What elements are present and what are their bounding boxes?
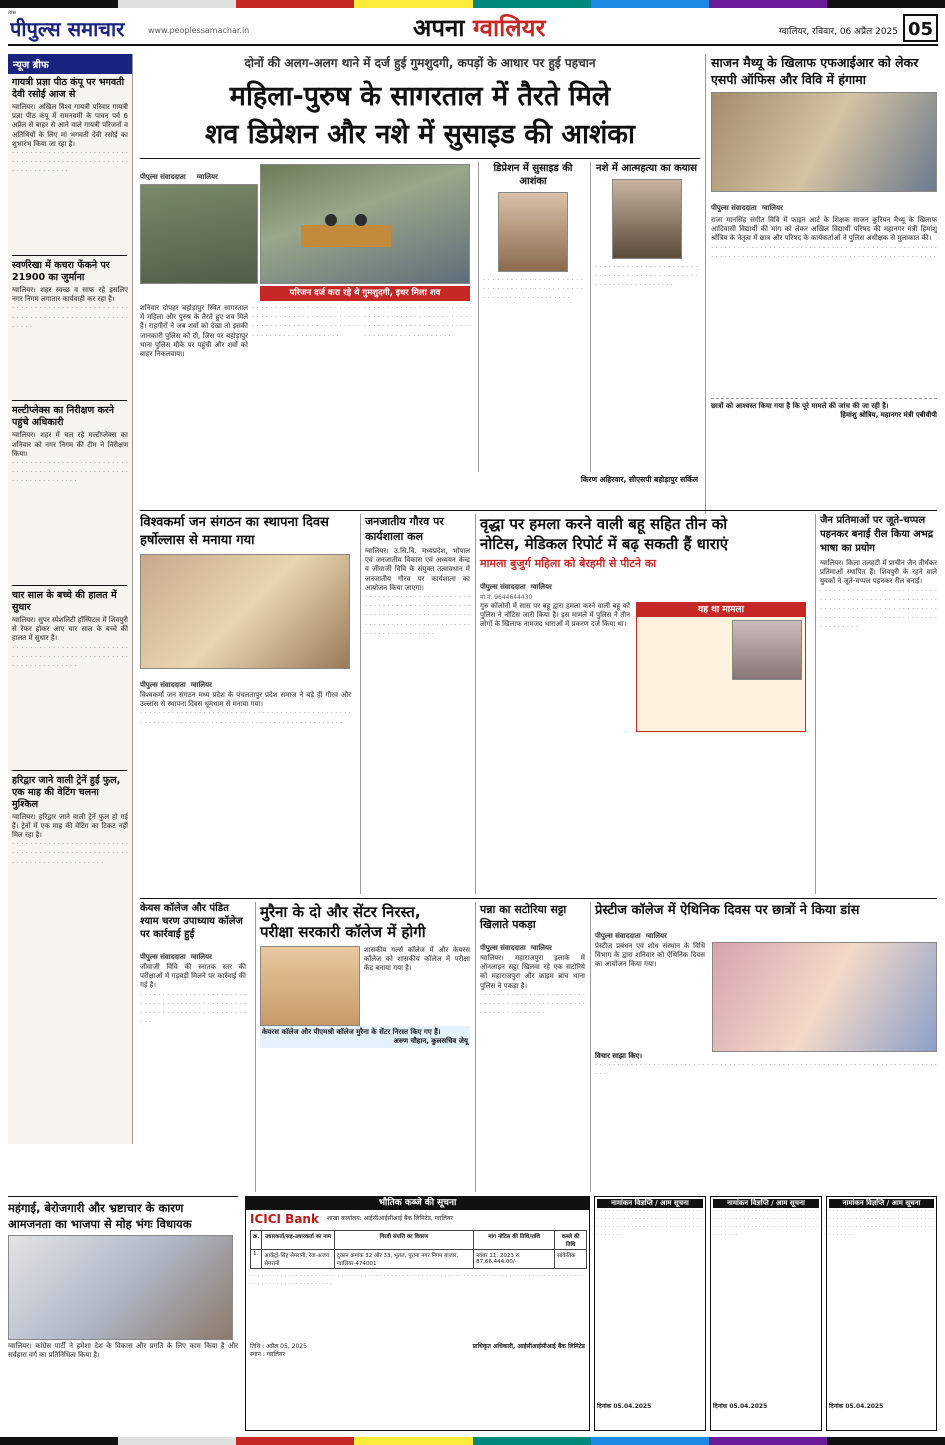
morena-story (255, 902, 470, 1192)
satta-story (475, 902, 585, 1192)
right-top-photo (711, 92, 937, 192)
masthead (8, 10, 938, 46)
assault-body: गुरु कॉलोनी में सास पर बहू द्वारा हमला करने वाली बहू को पुलिस ने नोटिस जारी किया है। इस मामले में पुलिस ने तीन लोगों के खिलाफ नामजद धाराओं में प्रकरण दर्ज किया था। (480, 602, 630, 629)
assault-subhead: मामला बुजुर्ग महिला को बेरहमी से पीटने का (480, 557, 657, 570)
vishwakarma-story (140, 514, 355, 894)
lead-headline-2: शव डिप्रेशन और नशे में सुसाइड की आशंका (204, 119, 636, 150)
paper-logo: पीपुल्स समाचार (10, 17, 125, 41)
brief-body: ग्वालियर। सुपर स्पेशलिटी हॉस्पिटल में शिवपुरी से रेफर होकर आए चार साल के बच्चे की हालत में सुधार है। (12, 616, 128, 643)
ad-td: नवंबर 11, 2023 रु. 87,66,444.00/- (474, 1250, 555, 1269)
icici-ad (245, 1196, 590, 1431)
news-brief-label: न्यूज ब्रीफ (8, 54, 132, 74)
satta-headline: पन्ना का सटोरिया सट्टा खिलाते पकड़ा (480, 903, 567, 931)
prestige-byline: पीपुल्स संवाददाता (595, 932, 641, 940)
website[interactable]: www.peoplessamachar.in (148, 26, 250, 35)
bank-logo: ICICI Bank (250, 1212, 319, 1226)
notice-date: दिनांक 05.04.2025 (829, 1403, 884, 1410)
ad-date: तिथि : अप्रैल 05, 2025 (250, 1343, 307, 1350)
brief-headline: मल्टीप्लेक्स का निरीक्षण करने पहुंचे अधिकारी (12, 405, 115, 429)
assault-headline-1: वृद्धा पर हमला करने वाली बहू सहित तीन को (480, 515, 728, 533)
ad-table (250, 1230, 587, 1269)
lead-photo-boat (260, 164, 470, 284)
prestige-photo (712, 942, 937, 1052)
vishwakarma-headline: विश्वकर्मा जन संगठन का स्थापना दिवस हर्षोल्लास से मनाया गया (140, 515, 329, 548)
assault-photo (732, 620, 802, 680)
right-top-byline: पीपुल्स संवाददाता (711, 204, 757, 212)
sidebar-title: डिप्रेशन में सुसाइड की आशंका (493, 163, 573, 187)
lead-sidebar-addiction (590, 162, 698, 472)
brief-filler: · · · · · · · · · · · · · · · · · · · · · · · · · · · · · · · · · · · · · · · · · · · · · · · · · · · · · · · · · · · · · · · · · (12, 149, 128, 176)
lead-story (140, 54, 700, 514)
lead-credit: किरण अहिरवार, सीएसपी बहोड़ापुर सर्किल (580, 475, 698, 484)
right-top-headline: साजन मैथ्यू के खिलाफ एफआईआर को लेकर एसपी ऑफिस और विवि में हंगामा (711, 55, 919, 87)
brief-filler: · · · · · · · · · · · · · · · · · · · · · · · · · · · · · · · · · · · · · · · · · · · · · · · · · · · · · · · · · · · · · · · · · · · (12, 459, 128, 486)
right-top-body: राजा मानसिंह संगीत विवि में फाइन आर्ट के शिक्षक साजन कुरियन मैथ्यू के खिलाफ आदिवासी विद्यार्थी की मांग को लेकर अखिल विद्यार्थी परिषद की महानगर मंत्री हिमांशु श्रोत्रिय के नेतृत्व में छात्र और परिषद के कार्यकर्ताओं ने पुलिस अधीक्षक से मुलाकात की। (711, 216, 937, 243)
ad-place: स्थान : ग्वालियर (250, 1351, 285, 1358)
ad-td: सांकेतिक (555, 1250, 587, 1269)
sidebar-body: · · · · · · · · · · · · · · · · · · · · · · · · · · · · · · · · · · · · · · · · · · · · · · · · · · · · · · · · · · · · · · · · (595, 263, 698, 290)
brief-headline: स्वर्णरेखा में कचरा फेंकने पर 21900 का जुर्माना (12, 260, 110, 284)
assault-city: ग्वालियर (530, 583, 552, 591)
brief-item (12, 77, 128, 249)
notice-title: नामांकन विज्ञप्ति / आम सूचना (713, 1199, 819, 1208)
news-brief-items (8, 74, 132, 983)
ad-sign: प्राधिकृत अधिकारी, आईसीआईसीआई बैंक लिमिटेड (472, 1343, 585, 1350)
brief-headline: हरिद्वार जाने वाली ट्रेनें हुईं फुल, एक माह की वेटिंग चलना मुश्किल (12, 774, 121, 810)
sidebar-title: नशे में आत्महत्या का कयास (596, 163, 697, 174)
ad-td: 1. (251, 1250, 262, 1269)
mahangai-story (8, 1196, 238, 1431)
brief-filler: · · · · · · · · · · · · · · · · · · · · · · · · · · · · · · · · · · · · · · · · · · · · · · · · · · · · · · · · · (12, 304, 128, 331)
morena-credit: अरुण चौहान, कुलसचिव जेयू (393, 1037, 468, 1046)
lead-headline-1: महिला-पुरुष के सागरताल में तैरते मिले (229, 81, 611, 112)
jain-story (815, 514, 937, 894)
mahangai-photo (8, 1235, 233, 1340)
portrait-man (612, 179, 682, 259)
jain-body: ग्वालियर। किला तलहटी में प्राचीन जैन तीर्थंकर प्रतिमाओं स्थापित हैं। शिवपुरी के रहने वाले युवकों ने जूते-चप्पल पहनकर रील बनाई। (820, 559, 937, 586)
portrait-woman (498, 192, 568, 272)
lead-photo-caption: परिजन दर्ज करा रहे थे गुमशुदगी, इधर मिला शव (260, 286, 470, 301)
morena-quote-box (260, 1026, 470, 1048)
prestige-headline: प्रेस्टीज कॉलेज में ऐथिनिक दिवस पर छात्रों ने किया डांस (595, 903, 860, 918)
morena-caption: केयरस कॉलेज और पीएमश्री कॉलेज मुरैना के सेंटर निरस्त किए गए हैं। (262, 1028, 441, 1036)
brief-filler: · · · · · · · · · · · · · · · · · · · · · · · · · · · · · · · · · · · · · · · · · · · · · · · · · · · · · · · · · · · · · · · · · · · · · · · · · (12, 840, 128, 867)
vishwakarma-body: विश्वकर्मा जन संगठन मध्य प्रदेश के पंचलतापुर प्रदेश समाज ने बड़े ही गौरव और उल्लास से स्थापना दिवस धूमधाम से मनाया गया। (140, 691, 351, 709)
brief-item (12, 405, 128, 579)
brief-item (12, 590, 128, 764)
janjatiya-filler: · · · · · · · · · · · · · · · · · · · · · · · · · · · · · · · · · · · · · · · · · · · · · · · · · · · · · · · · · · · · · · · · · · · · · · · · · · · · · · · · · · · · · · · · · · · · · · · · · · · · · · · · · · · · · · · · (365, 593, 470, 638)
ad-th: गिरवी संपत्ति का विवरण (334, 1231, 473, 1250)
vishwakarma-byline: पीपुल्स संवाददाता (140, 681, 186, 689)
notice-2 (710, 1196, 822, 1431)
prestige-filler: · · · · · · · · · · · · · · · · · · · · · · · · · · · · · · · · · · · · · · · · · · · · · · · · · · · · · · · · · · · · · · · · · · · · · · · · · · · · · · · · (595, 1061, 937, 1079)
page-number: 05 (903, 14, 938, 42)
case-filler: · · · · · · · · · · · · · · · · · · · · · · · · · · · · · · · · · · · · · · · · · · · · · · · · · · · · · · · · · · · · · · · · · · · · · · · · · · · (140, 990, 246, 1027)
notice-title: नामांकन विज्ञप्ति / आम सूचना (597, 1199, 703, 1208)
brief-body: ग्वालियर। शहर में चल रहे मल्टीप्लेक्स का शनिवार को नगर निगम की टीम ने निरीक्षण किया। (12, 431, 128, 458)
case-city: ग्वालियर (190, 953, 212, 961)
assault-box (636, 602, 806, 732)
prestige-body: प्रेस्टीज प्रबंधन एवं शोध संस्थान के विधि विभाग के द्वारा शनिवार को ऐथिनिक दिवस का आयोजन किया गया। (595, 942, 705, 969)
boat-shape (301, 225, 391, 247)
ad-th: मांग नोटिस की तिथि/राशि (474, 1231, 555, 1250)
ad-address: शाखा कार्यालय: आईसीआईसीआई बैंक लिमिटेड, ग्वालियर (326, 1215, 453, 1222)
brief-item (12, 775, 128, 981)
person-shape (325, 214, 337, 226)
satta-filler: · · · · · · · · · · · · · · · · · · · · · · · · · · · · · · · · · · · · · · · · · · · · · · · · · · · · · · · · · · · · · · · (480, 990, 585, 1018)
satta-body: ग्वालियर। महाराजपुरा इलाके में ऑनलाइन सट्टा खिलवा रहे एक सटोरिये को महाराजपुरा और क्राइम ब्रांच थाना पुलिस ने पकड़ा है। (480, 954, 585, 990)
section-title-prefix: अपना (413, 14, 465, 42)
vishwakarma-city: ग्वालियर (190, 681, 212, 689)
satta-byline: पीपुल्स संवाददाता (480, 944, 526, 952)
notice-title: नामांकन विज्ञप्ति / आम सूचना (829, 1199, 934, 1208)
brief-body: ग्वालियर। हरिद्वार जाने वाली ट्रेनें फुल हो गई हैं। ट्रेनों में एक माह की वेटिंग का टिकट नहीं मिल रहा है। (12, 812, 128, 840)
ad-fineprint: · · · · · · · · · · · · · · · · · · · · · · · · · · · · · · · · · · · · · · · · · · · · · · · · · · · · · · · · · · · · · · · · · · · · · · · · · · · · · · · · · · · · · · · · · · · · · · · · · · · · · · · · · · · · · · (250, 1273, 584, 1288)
vishwakarma-photo (140, 554, 350, 669)
bottom-color-bar (0, 1437, 945, 1445)
case-body: जीवाजी विवि की स्नातक स्तर की परीक्षाओं में गड़बड़ी मिलने पर कार्रवाई की गई है। (140, 963, 246, 990)
right-top-quote: छात्रों को आश्वस्त किया गया है कि पूरे मामले की जांच की जा रही है। (711, 401, 889, 410)
ad-th: कब्जे की तिथि (555, 1231, 587, 1250)
morena-photo (260, 946, 360, 1026)
jain-headline: जैन प्रतिमाओं पर जूते-चप्पल पहनकर बनाई रील किया अभद्र भाषा का प्रयोग (820, 515, 934, 554)
notice-date: दिनांक 05.04.2025 (713, 1403, 768, 1410)
lead-kicker: दोनों की अलग-अलग थाने में दर्ज हुई गुमशुदगी, कपड़ों के आधार पर हुई पहचान (244, 56, 596, 70)
lead-photo-crowd (140, 184, 258, 284)
top-color-bar (0, 0, 945, 8)
notice-filler: · · · · · · · · · · · · · · · · · · · · · · · · · · · · · · · · · · · · · · · · · · · · · · · · · · · · · · · · · · · · · · · · · · · · · · · · · · · · · · · · · · · · · · · · · · · (713, 1208, 818, 1239)
right-top-story (705, 54, 937, 514)
tagline: लेटेस्ट (8, 10, 16, 15)
janjatiya-headline: जनजातीय गौरव पर कार्यशाला कल (365, 515, 444, 543)
lead-city: ग्वालियर (196, 173, 218, 180)
right-top-city: ग्वालियर (761, 204, 783, 212)
ad-td: आर्कट्रो-सिंह सेमरानी, रेवा-अजय सेमरानी (262, 1250, 335, 1269)
sidebar-body: · · · · · · · · · · · · · · · · · · · · · · · · · · · · · · · · · · · · · · · · · · · · · · · · · · · · · · · · · · · · · · · · (483, 276, 583, 303)
dateline: ग्वालियर, रविवार, 06 अप्रैल 2025 (779, 27, 898, 37)
mahangai-body: ग्वालियर। कांग्रेस पार्टी ने हमेशा देश के विकास और प्रगति के लिए काम किया है और सर्वहारा वर्ग का प्रतिनिधित्व किया है। (8, 1342, 238, 1360)
notice-date: दिनांक 05.04.2025 (597, 1403, 652, 1410)
janjatiya-story (360, 514, 470, 894)
morena-headline-1: मुरैना के दो और सेंटर निरस्त, (260, 903, 421, 921)
mahangai-headline-2: आमजनता का भाजपा से मोह भंगः विधायक (8, 1217, 192, 1231)
brief-body: ग्वालियर। शहर स्वच्छ व साफ रहे इसलिए नगर निगम लगातार कार्यवाही कर रहा है। (12, 286, 128, 304)
case-college-story (140, 902, 250, 1192)
prestige-story (590, 902, 937, 1192)
section-title (413, 12, 613, 44)
prestige-city: ग्वालियर (645, 932, 667, 940)
lead-byline: पीपुल्स संवाददाता (140, 173, 186, 180)
lead-body-col2: · · · · · · · · · · · · · · · · · · · · · · · · · · · · · · · · · · · · · · · · · · · · · · · · · · · · · · · · · · · · · · · · · · · · · · · · · · · · · · · · · · · · · · · · · · · · (252, 304, 360, 340)
brief-body: ग्वालियर। अखिल विश्व गायत्री परिवार गायत्री प्रज्ञा पीठ कंपू में रामनवमी के पावन पर्व 6 अप्रैल से बाहर से आने वाले गायत्री परिजनों व अतिथियों के लिए मां भगवती देवी रसोई का शुभारंभ किया जा रहा है। (12, 103, 128, 148)
brief-item (12, 260, 128, 394)
mahangai-headline-1: महंगाई, बेरोजगारी और भ्रष्टाचार के कारण (8, 1201, 184, 1215)
case-headline: केयस कॉलेज और पंडित श्याम चरण उपाध्याय कॉलेज पर कार्रवाई हुई (140, 903, 243, 940)
right-top-quote-credit: हिमांशु श्रोत्रिय, महानगर मंत्री एबीवीपी (840, 410, 937, 419)
assault-mobile: मो.नं. 9644644430 (480, 594, 533, 601)
assault-headline-2: नोटिस, मेडिकल रिपोर्ट में बढ़ सकती हैं धाराएं (480, 535, 729, 553)
ad-td: दुकान क्रमांक 32 और 33, भूतल, पुराना नगर निगम बाजार, ग्वालियर-474001 (334, 1250, 473, 1269)
assault-byline: पीपुल्स संवाददाता (480, 583, 526, 591)
section-title-city: ग्वालियर (472, 14, 546, 42)
notice-3 (826, 1196, 937, 1431)
prestige-caption: विचार साझा किए। (595, 1052, 643, 1060)
ad-heading: भौतिक कब्जे की सूचना (246, 1197, 589, 1210)
person-shape (355, 214, 367, 226)
jain-filler: · · · · · · · · · · · · · · · · · · · · · · · · · · · · · · · · · · · · · · · · · · · · · · · · · · · · · · · · · · · · · · · · · · · · · · · · · · · · · · · · · · · · · · · · · · · · · · · · · · · · · · · · · · · · · · · · · (820, 586, 937, 632)
notice-1 (594, 1196, 706, 1431)
lead-body-col3: · · · · · · · · · · · · · · · · · · · · · · · · · · · · · · · · · · · · · · · · · · · · · · · · · · · · · · · · · · · · · · · · · · · · · · · · · · · · · · · · · · · · · · · · · · · · (364, 304, 472, 340)
morena-headline-2: परीक्षा सरकारी कॉलेज में होगी (260, 923, 426, 941)
satta-city: ग्वालियर (530, 944, 552, 952)
news-brief-column (8, 54, 133, 1144)
ad-table-row (251, 1250, 587, 1269)
brief-filler: · · · · · · · · · · · · · · · · · · · · · · · · · · · · · · · · · · · · · · · · · · · · · · · · · · · · · · · · · · · · · · · · · · · (12, 643, 128, 671)
notice-filler: · · · · · · · · · · · · · · · · · · · · · · · · · · · · · · · · · · · · · · · · · · · · · · · · · · · · · · · · · · · · · · · · · · · · · · · · · · · · · · · · · · · · · · · · · · · (829, 1208, 934, 1239)
assault-story (475, 514, 810, 894)
brief-headline: चार साल के बच्चे की हालत में सुधार (12, 590, 117, 614)
lead-sidebar-depression (478, 162, 583, 472)
vishwakarma-filler: · · · · · · · · · · · · · · · · · · · · · · · · · · · · · · · · · · · · · · · · · · · · · · · · · · · · · · · · · · · · · · · · · · · · · · · · · · · · · · · · · · · · · · · · · · · · · (140, 709, 351, 727)
brief-headline: गायत्री प्रज्ञा पीठ कंपू पर भगवती देवी रसोई आज से (12, 77, 125, 100)
right-top-filler: · · · · · · · · · · · · · · · · · · · · · · · · · · · · · · · · · · · · · · · · · · · · · · · · · · · · · · · · · · · · · · · · · · · · · · · · · · · · · · · · · · · · · · · · · · · · · · · · · · · · · · (711, 243, 937, 261)
case-byline: पीपुल्स संवाददाता (140, 953, 186, 961)
ad-th: उधारकर्ता/सह-उधारकर्ता का नाम (262, 1231, 335, 1250)
lead-body-col1: शनिवार दोपहर बहोड़ापुर स्थित सागरताल में महिला और पुरुष के तैरते हुए शव मिले हैं। राहगीरों ने जब शवों को देखा तो इसकी जानकारी पुलिस को दी, जिस पर बहोड़ापुर थाना पुलिस मौके पर पहुंची और शवों को बाहर निकलवाया। (140, 304, 248, 359)
ad-table-header (251, 1231, 587, 1250)
notice-filler: · · · · · · · · · · · · · · · · · · · · · · · · · · · · · · · · · · · · · · · · · · · · · · · · · · · · · · · · · · · · · · · · · · · · · · · · · · · · · · · · · · · · · · · · · · · (597, 1208, 702, 1239)
boat-photo-svg (261, 165, 470, 284)
morena-body: शासकीय गर्ल्स कॉलेज में और केयरस कॉलेज को शासकीय कॉलेज में परीक्षा केंद्र बनाया गया है। (364, 946, 470, 973)
assault-box-title: यह था मामला (637, 603, 805, 617)
janjatiya-body: ग्वालियर। उ.सि.वि. मध्यप्रदेश, भोपाल एवं जनजातीय विकास एवं अध्ययन केन्द्र व जीवाजी विवि के संयुक्त तत्वावधान में जनजातीय गौरव पर कार्यशाला का आयोजन किया जाएगा। (365, 547, 470, 592)
ad-th: क्र. (251, 1231, 262, 1250)
